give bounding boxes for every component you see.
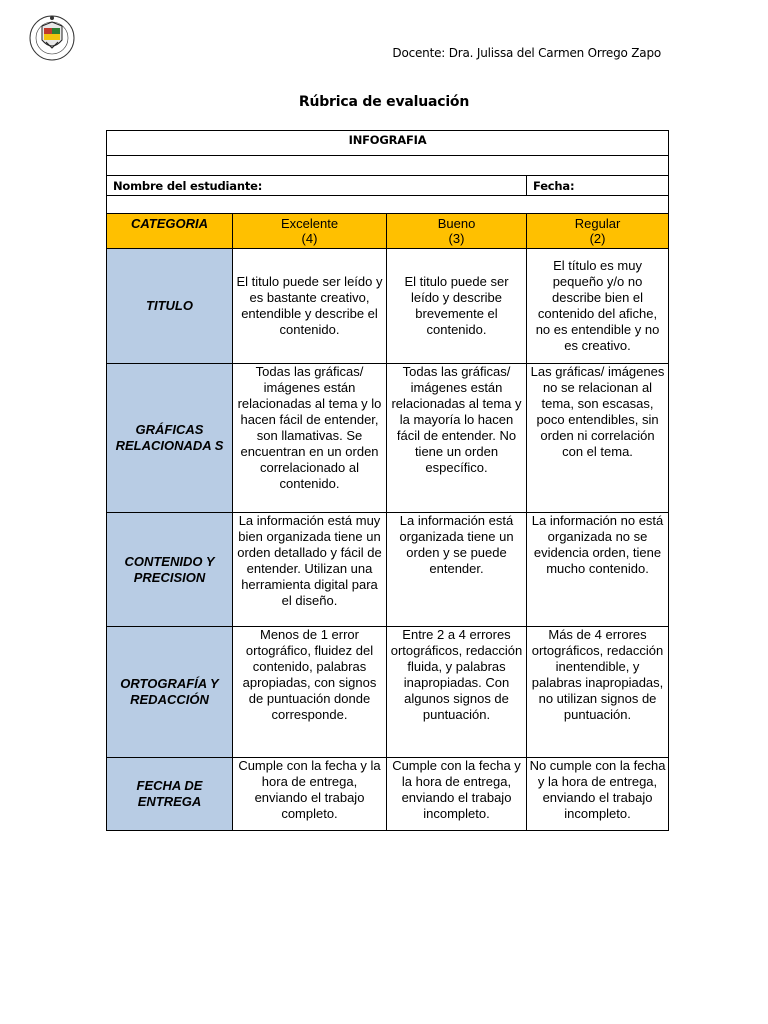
level-header-bueno (387, 214, 527, 249)
blank-cell (107, 156, 669, 176)
level-header-excelente (233, 214, 387, 249)
criterion-label: CONTENIDO Y PRECISION (107, 513, 233, 627)
blank-row (107, 196, 669, 214)
criterion-label: FECHA DE ENTREGA (107, 758, 233, 831)
level-score: (2) (589, 231, 606, 246)
student-name-label: Nombre del estudiante: (107, 176, 527, 196)
school-crest-icon (28, 12, 76, 64)
blank-row (107, 156, 669, 176)
criterion-row-fecha (107, 758, 669, 831)
category-header: CATEGORIA (107, 214, 233, 249)
date-label: Fecha: (527, 176, 669, 196)
description-regular: Las gráficas/ imágenes no se relacionan al tema, son escasas, poco entendibles, sin orden ni correlación con el tema. (527, 364, 669, 513)
description-bueno: La información está organizada tiene un orden y se puede entender. (387, 513, 527, 627)
level-header-regular (527, 214, 669, 249)
level-name: Regular (574, 216, 621, 231)
criterion-row-contenido (107, 513, 669, 627)
rubric-table (106, 130, 669, 831)
description-excelente: El titulo puede ser leído y es bastante creativo, entendible y describe el contenido. (233, 249, 387, 364)
criterion-label: ORTOGRAFÍA Y REDACCIÓN (107, 627, 233, 758)
description-regular: No cumple con la fecha y la hora de entrega, enviando el trabajo incompleto. (527, 758, 669, 831)
teacher-name: Docente: Dra. Julissa del Carmen Orrego Zapo (392, 46, 661, 60)
criterion-row-ortografia (107, 627, 669, 758)
section-title-row (107, 131, 669, 156)
level-score: (3) (448, 231, 465, 246)
page-title: Rúbrica de evaluación (298, 94, 470, 110)
criterion-label: TITULO (107, 249, 233, 364)
description-bueno: Cumple con la fecha y la hora de entrega, enviando el trabajo incompleto. (387, 758, 527, 831)
description-regular: Más de 4 errores ortográficos, redacción inentendible, y palabras inapropiadas, no utilizan signos de puntuación. (527, 627, 669, 758)
level-score: (4) (301, 231, 318, 246)
description-excelente: Menos de 1 error ortográfico, fluidez del contenido, palabras apropiadas, con signos de puntuación donde corresponde. (233, 627, 387, 758)
student-row (107, 176, 669, 196)
description-excelente: Cumple con la fecha y la hora de entrega, enviando el trabajo completo. (233, 758, 387, 831)
level-name: Bueno (437, 216, 476, 231)
criterion-row-titulo (107, 249, 669, 364)
description-excelente: Todas las gráficas/ imágenes están relacionadas al tema y lo hacen fácil de entender, son llamativas. Se encuentran en un orden correlacionado al contenido. (233, 364, 387, 513)
description-bueno: El titulo puede ser leído y describe brevemente el contenido. (387, 249, 527, 364)
level-name: Excelente (280, 216, 339, 231)
section-title: INFOGRAFIA (107, 131, 669, 156)
description-regular: El título es muy pequeño y/o no describe bien el contenido del afiche, no es entendible y no es creativo. (527, 249, 669, 364)
header-row (107, 214, 669, 249)
description-regular: La información no está organizada no se evidencia orden, tiene mucho contenido. (527, 513, 669, 627)
blank-cell (107, 196, 669, 214)
description-excelente: La información está muy bien organizada tiene un orden detallado y fácil de entender. Utilizan una herramienta digital para el diseño. (233, 513, 387, 627)
criterion-row-graficas (107, 364, 669, 513)
description-bueno: Todas las gráficas/ imágenes están relacionadas al tema y la mayoría lo hacen fácil de entender. No tiene un orden específico. (387, 364, 527, 513)
criterion-label: GRÁFICAS RELACIONADA S (107, 364, 233, 513)
description-bueno: Entre 2 a 4 errores ortográficos, redacción fluida, y palabras inapropiadas. Con algunos signos de puntuación. (387, 627, 527, 758)
